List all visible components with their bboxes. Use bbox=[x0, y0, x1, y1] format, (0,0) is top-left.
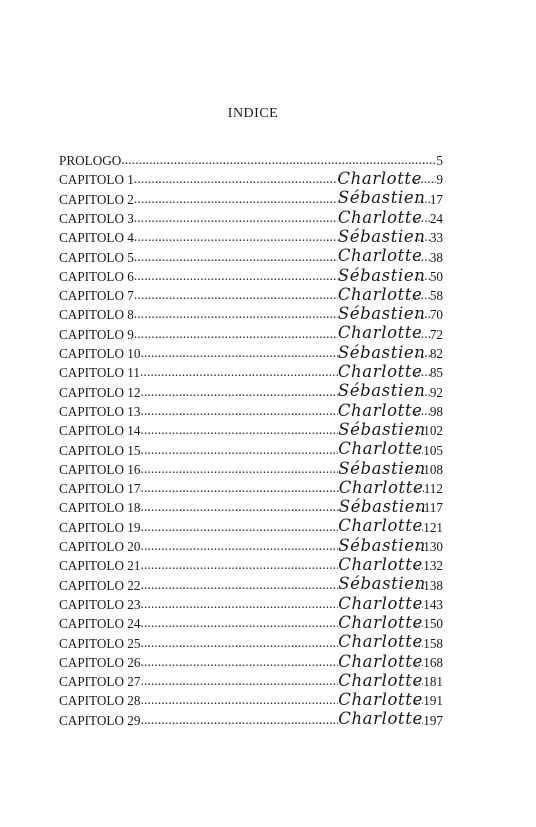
toc-entry-label: CAPITOLO 5 bbox=[59, 249, 134, 264]
toc-entry-page-number: 132 bbox=[423, 558, 443, 573]
toc-entry bbox=[59, 341, 443, 360]
dot-leader bbox=[414, 366, 430, 380]
dot-leader bbox=[414, 443, 423, 457]
toc-entry-page-number: 70 bbox=[429, 307, 443, 322]
toc-entry-label: CAPITOLO 24 bbox=[59, 616, 141, 631]
toc-entry-label: CAPITOLO 13 bbox=[59, 403, 141, 419]
dot-leader bbox=[134, 192, 338, 206]
toc-entry-label: CAPITOLO 23 bbox=[59, 596, 141, 612]
toc-entry bbox=[59, 380, 443, 399]
dot-leader bbox=[134, 327, 338, 341]
toc-entry-label: CAPITOLO 20 bbox=[59, 539, 141, 554]
toc-entry bbox=[59, 553, 443, 572]
dot-leader bbox=[134, 269, 338, 283]
dot-leader bbox=[414, 694, 423, 708]
toc-entry bbox=[59, 592, 443, 611]
dot-leader bbox=[140, 636, 338, 650]
toc-entry-label: CAPITOLO 18 bbox=[59, 500, 141, 515]
toc-entry-pov: Charlotte bbox=[338, 477, 424, 496]
toc-entry-label: CAPITOLO 15 bbox=[59, 442, 141, 457]
dot-leader bbox=[414, 520, 423, 534]
toc-entry-pov: Charlotte bbox=[338, 632, 423, 650]
toc-entry bbox=[59, 437, 443, 456]
toc-entry-pov: Charlotte bbox=[338, 651, 423, 670]
toc-entry-pov: Charlotte bbox=[338, 439, 423, 457]
toc-entry-label: CAPITOLO 1 bbox=[59, 172, 134, 187]
toc-entry-label: CAPITOLO 27 bbox=[59, 674, 141, 689]
dot-leader bbox=[140, 539, 338, 553]
toc-entry-pov: Sébastien bbox=[337, 188, 426, 206]
toc-entry-label: CAPITOLO 3 bbox=[59, 210, 134, 226]
dot-leader bbox=[415, 481, 424, 495]
toc-entry bbox=[59, 650, 443, 669]
dot-leader bbox=[414, 385, 430, 399]
toc-entry bbox=[59, 167, 443, 186]
dot-leader bbox=[414, 308, 430, 322]
toc-entry-pov: Charlotte bbox=[337, 169, 423, 187]
dot-leader bbox=[134, 288, 338, 302]
toc-entry-pov: Charlotte bbox=[337, 246, 423, 264]
toc-entry-label: CAPITOLO 11 bbox=[59, 365, 140, 380]
toc-entry-page-number: 138 bbox=[423, 577, 443, 592]
dot-leader bbox=[140, 559, 338, 573]
toc-entry bbox=[59, 630, 443, 649]
toc-entry-label: CAPITOLO 6 bbox=[59, 268, 134, 284]
toc-entry-pov: Charlotte bbox=[337, 323, 423, 341]
dot-leader bbox=[140, 443, 338, 457]
toc-entry-pov: Charlotte bbox=[337, 400, 423, 419]
dot-leader bbox=[414, 674, 423, 688]
toc-entry bbox=[59, 708, 443, 727]
toc-entry-label: CAPITOLO 4 bbox=[59, 230, 134, 245]
dot-leader bbox=[414, 327, 430, 341]
toc-entry-label: CAPITOLO 7 bbox=[59, 288, 134, 303]
dot-leader bbox=[134, 250, 338, 264]
toc-entry-page-number: 158 bbox=[423, 635, 443, 650]
toc-entry-page-number: 92 bbox=[429, 384, 443, 399]
toc-entry-label: CAPITOLO 19 bbox=[59, 519, 141, 534]
dot-leader bbox=[140, 674, 338, 688]
dot-leader bbox=[414, 230, 430, 244]
toc-entry-page-number: 168 bbox=[423, 654, 443, 670]
toc-entry-page-number: 130 bbox=[423, 539, 443, 554]
toc-entry-label: CAPITOLO 14 bbox=[59, 423, 141, 438]
toc-entry bbox=[59, 611, 443, 630]
dot-leader bbox=[414, 597, 423, 611]
toc-entry bbox=[59, 534, 443, 553]
toc-entry-pov: Sébastien bbox=[337, 226, 426, 245]
dot-leader bbox=[134, 230, 338, 244]
toc-entry-page-number: 197 bbox=[423, 712, 443, 727]
dot-leader bbox=[140, 404, 337, 418]
toc-entry-page-number: 72 bbox=[429, 326, 443, 341]
toc-entry-pov: Sébastien bbox=[338, 419, 426, 438]
dot-leader bbox=[415, 501, 424, 515]
dot-leader bbox=[414, 655, 423, 669]
toc-entry-page-number: 82 bbox=[429, 346, 443, 361]
toc-entry bbox=[59, 457, 443, 476]
toc-entry-label: CAPITOLO 12 bbox=[59, 384, 141, 399]
dot-leader bbox=[140, 481, 338, 495]
toc-entry-pov: Sébastien bbox=[338, 535, 426, 554]
dot-leader bbox=[140, 462, 338, 476]
toc-entry bbox=[59, 399, 443, 418]
toc-entry bbox=[59, 302, 443, 321]
toc-entry-pov: Sébastien bbox=[338, 574, 426, 592]
dot-leader bbox=[140, 578, 338, 592]
toc-entry-pov: Sébastien bbox=[337, 342, 426, 361]
dot-leader bbox=[140, 501, 338, 515]
toc-entry-page-number: 191 bbox=[423, 693, 443, 708]
toc-entry-pov: Charlotte bbox=[338, 555, 423, 573]
dot-leader bbox=[414, 269, 430, 283]
dot-leader bbox=[414, 288, 430, 302]
toc-entry-pov: Sébastien bbox=[338, 458, 426, 477]
toc-entry-label: CAPITOLO 26 bbox=[59, 654, 141, 670]
toc-entry-page-number: 108 bbox=[423, 461, 443, 477]
dot-leader bbox=[140, 423, 338, 437]
dot-leader bbox=[414, 578, 423, 592]
toc-entry-pov: Sébastien bbox=[337, 304, 426, 322]
dot-leader bbox=[140, 713, 338, 727]
toc-entry-page-number: 33 bbox=[429, 230, 443, 245]
toc-entry-pov: Sébastien bbox=[338, 497, 427, 515]
dot-leader bbox=[140, 616, 338, 630]
dot-leader bbox=[414, 713, 423, 727]
toc-entry bbox=[59, 148, 443, 167]
toc-entry-page-number: 181 bbox=[423, 674, 443, 689]
toc-entry-page-number: 150 bbox=[423, 616, 443, 631]
toc-entry bbox=[59, 187, 443, 206]
toc-entry-page-number: 9 bbox=[436, 172, 443, 187]
dot-leader bbox=[414, 462, 423, 476]
toc-entry-pov: Sébastien bbox=[337, 265, 426, 284]
dot-leader bbox=[134, 173, 338, 187]
toc-entry-pov: Charlotte bbox=[338, 709, 423, 727]
toc-entry-pov: Charlotte bbox=[338, 690, 423, 708]
toc-entry-label: CAPITOLO 16 bbox=[59, 461, 141, 477]
dot-leader bbox=[414, 250, 430, 264]
toc-entry-page-number: 117 bbox=[423, 500, 443, 515]
toc-entry-pov: Charlotte bbox=[337, 362, 423, 380]
toc-entry-pov: Charlotte bbox=[337, 284, 423, 303]
dot-leader bbox=[414, 636, 423, 650]
toc-entry bbox=[59, 476, 443, 495]
dot-leader bbox=[121, 153, 436, 167]
toc-entry-label: CAPITOLO 21 bbox=[59, 558, 141, 573]
dot-leader bbox=[140, 366, 338, 380]
toc-entry-label: CAPITOLO 9 bbox=[59, 326, 134, 341]
index-title: INDICE bbox=[227, 106, 279, 121]
toc-entry-page-number: 24 bbox=[429, 210, 443, 226]
dot-leader bbox=[414, 539, 423, 553]
toc-entry-pov: Charlotte bbox=[338, 670, 423, 689]
toc-entry-label: CAPITOLO 22 bbox=[59, 577, 141, 592]
dot-leader bbox=[414, 616, 423, 630]
dot-leader bbox=[414, 404, 430, 418]
toc-entry-page-number: 98 bbox=[429, 403, 443, 419]
toc-entry-label: CAPITOLO 25 bbox=[59, 635, 141, 650]
toc-entry-page-number: 5 bbox=[436, 153, 443, 168]
toc-entry-page-number: 105 bbox=[423, 442, 443, 457]
toc-entry-pov: Charlotte bbox=[338, 593, 423, 612]
toc-entry-label: CAPITOLO 17 bbox=[59, 481, 141, 496]
toc-entry-page-number: 17 bbox=[429, 191, 443, 206]
toc-entry bbox=[59, 264, 443, 283]
dot-leader bbox=[140, 346, 337, 360]
toc-entry-label: CAPITOLO 28 bbox=[59, 693, 141, 708]
dot-leader bbox=[414, 192, 430, 206]
toc-entry-label: CAPITOLO 8 bbox=[59, 307, 134, 322]
toc-entry-pov: Sébastien bbox=[337, 381, 426, 399]
toc-entry bbox=[59, 206, 443, 225]
dot-leader bbox=[134, 308, 338, 322]
toc-entry-label: CAPITOLO 2 bbox=[59, 191, 134, 206]
dot-leader bbox=[414, 211, 430, 225]
toc-entry bbox=[59, 573, 443, 592]
toc-entry bbox=[59, 515, 443, 534]
dot-leader bbox=[134, 211, 338, 225]
toc-entry-pov: Charlotte bbox=[338, 516, 423, 534]
toc-entry-pov: Charlotte bbox=[337, 207, 423, 226]
toc-entry-label: CAPITOLO 29 bbox=[59, 712, 141, 727]
toc-entry-page-number: 102 bbox=[423, 423, 443, 438]
toc-entry bbox=[59, 225, 443, 244]
dot-leader bbox=[140, 694, 338, 708]
table-of-contents bbox=[59, 148, 443, 727]
dot-leader bbox=[140, 385, 337, 399]
toc-entry bbox=[59, 283, 443, 302]
toc-entry-pov: Charlotte bbox=[338, 612, 423, 631]
toc-entry bbox=[59, 244, 443, 263]
toc-entry bbox=[59, 322, 443, 341]
dot-leader bbox=[414, 559, 423, 573]
toc-entry-page-number: 50 bbox=[429, 268, 443, 284]
toc-entry-page-number: 143 bbox=[423, 596, 443, 612]
dot-leader bbox=[140, 655, 338, 669]
dot-leader bbox=[140, 520, 338, 534]
dot-leader bbox=[140, 597, 338, 611]
dot-leader bbox=[413, 173, 436, 187]
toc-entry bbox=[59, 688, 443, 707]
toc-entry-page-number: 121 bbox=[423, 519, 443, 534]
toc-entry-page-number: 112 bbox=[423, 481, 443, 496]
toc-entry-page-number: 58 bbox=[429, 288, 443, 303]
toc-entry bbox=[59, 418, 443, 437]
dot-leader bbox=[414, 423, 423, 437]
toc-entry bbox=[59, 360, 443, 379]
dot-leader bbox=[414, 346, 430, 360]
toc-entry bbox=[59, 495, 443, 514]
toc-entry-page-number: 38 bbox=[429, 249, 443, 264]
toc-entry-page-number: 85 bbox=[429, 365, 443, 380]
toc-entry-label: CAPITOLO 10 bbox=[59, 346, 141, 361]
toc-entry bbox=[59, 669, 443, 688]
toc-entry-label: PROLOGO bbox=[59, 153, 122, 168]
